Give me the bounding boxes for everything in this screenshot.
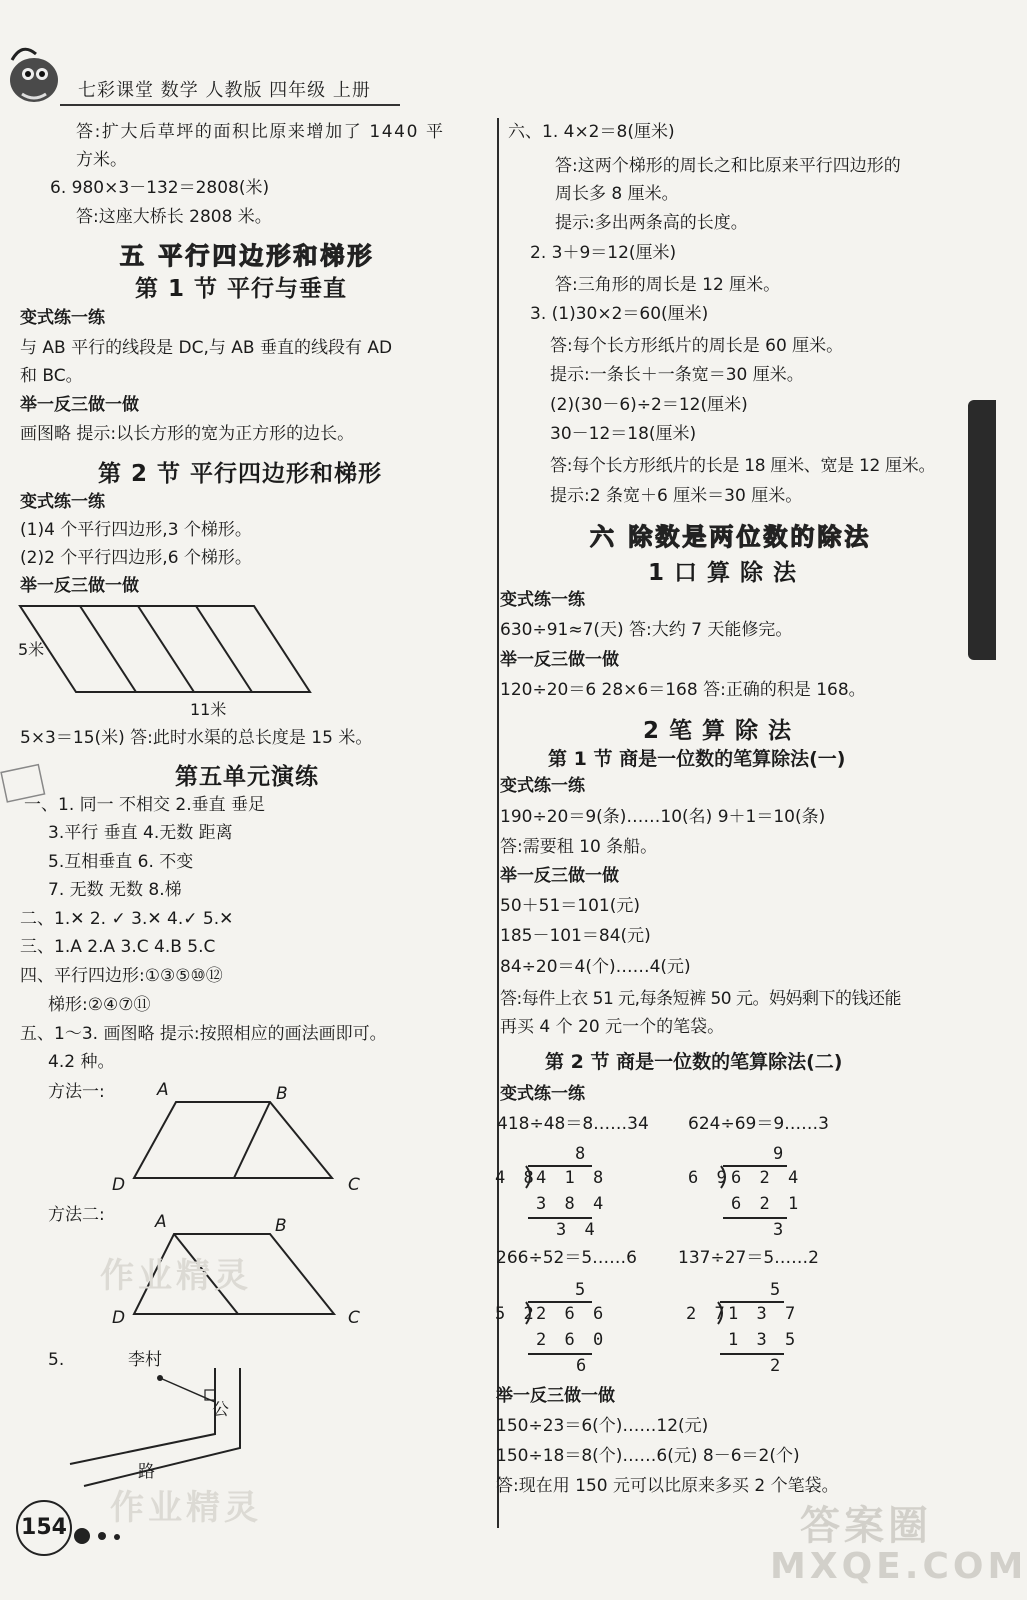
division-rule — [720, 1353, 784, 1355]
figure-label: 11米 — [190, 700, 227, 719]
answer-line: 185－101＝84(元) — [500, 926, 651, 946]
answer-line: 画图略 提示:以长方形的宽为正方形的边长。 — [20, 424, 355, 444]
answer-line: 周长多 8 厘米。 — [555, 184, 679, 204]
header-title: 七彩课堂 数学 人教版 四年级 上册 — [78, 80, 371, 101]
page-dot — [74, 1528, 90, 1544]
vertex-label: C — [348, 1175, 360, 1195]
division-dividend: 2 6 6 — [536, 1304, 608, 1324]
answer-line: (2)2 个平行四边形,6 个梯形。 — [20, 548, 252, 568]
division-remainder: 3 4 — [556, 1220, 599, 1240]
figure-label: 公 — [212, 1400, 229, 1420]
header-rule — [60, 104, 400, 106]
division-bracket — [524, 1300, 534, 1330]
subheading: 举一反三做一做 — [20, 395, 139, 415]
answer-line: 五、1～3. 画图略 提示:按照相应的画法画即可。 — [20, 1024, 387, 1044]
answer-line: 624÷69＝9……3 — [688, 1114, 829, 1134]
answer-line: 418÷48＝8……34 — [497, 1114, 649, 1134]
mascot-logo — [2, 40, 64, 110]
answer-line: (2)(30－6)÷2＝12(厘米) — [550, 395, 748, 415]
answer-line: 答:每个长方形纸片的周长是 60 厘米。 — [550, 336, 844, 356]
division-bar — [723, 1165, 787, 1167]
section-title: 2 笔 算 除 法 — [643, 718, 793, 744]
division-product: 1 3 5 — [728, 1330, 800, 1350]
section-title: 第 2 节 平行四边形和梯形 — [98, 461, 383, 487]
division-dividend: 4 1 8 — [536, 1168, 608, 1188]
division-remainder: 2 — [770, 1356, 785, 1376]
watermark: 答案圈 — [800, 1503, 932, 1549]
answer-line: 提示:2 条宽＋6 厘米＝30 厘米。 — [550, 486, 803, 506]
answer-line: 150÷18＝8(个)……6(元) 8－6＝2(个) — [496, 1446, 800, 1466]
division-product: 2 6 0 — [536, 1330, 608, 1350]
answer-line: 二、1.✕ 2. ✓ 3.✕ 4.✓ 5.✕ — [20, 909, 234, 929]
division-bracket — [719, 1164, 729, 1194]
subheading: 举一反三做一做 — [500, 866, 619, 886]
trapezoid-figure-1 — [130, 1096, 350, 1186]
subheading: 变式练一练 — [20, 492, 105, 512]
road-figure — [60, 1368, 260, 1494]
figure-label: 路 — [138, 1462, 155, 1482]
subheading: 举一反三做一做 — [496, 1386, 615, 1406]
answer-line: 4.2 种。 — [48, 1052, 115, 1072]
answer-line: 30－12＝18(厘米) — [550, 424, 697, 444]
subheading: 变式练一练 — [20, 308, 105, 328]
vertex-label: A — [155, 1212, 167, 1232]
answer-line: 答:这两个梯形的周长之和比原来平行四边形的 — [555, 156, 901, 176]
vertex-label: A — [157, 1080, 169, 1100]
answer-line: 一、1. 同一 不相交 2.垂直 垂足 — [24, 795, 266, 815]
vertex-label: B — [276, 1084, 288, 1104]
answer-line: 3.平行 垂直 4.无数 距离 — [48, 823, 233, 843]
division-bar — [720, 1301, 784, 1303]
division-quotient: 5 — [770, 1280, 785, 1300]
section-title: 1 口 算 除 法 — [648, 560, 798, 586]
subheading: 变式练一练 — [500, 776, 585, 796]
division-dividend: 1 3 7 — [728, 1304, 800, 1324]
answer-line: 6. 980×3－132＝2808(米) — [50, 178, 270, 198]
page-dot — [114, 1534, 120, 1540]
division-bar — [528, 1165, 592, 1167]
answer-line: 5×3＝15(米) 答:此时水渠的总长度是 15 米。 — [20, 728, 373, 748]
watermark: 作业精灵 — [110, 1488, 262, 1528]
answer-line: 190÷20＝9(条)……10(名) 9＋1＝10(条) — [500, 807, 826, 827]
answer-line: (1)4 个平行四边形,3 个梯形。 — [20, 520, 252, 540]
answer-line: 84÷20＝4(个)……4(元) — [500, 957, 691, 977]
section-title: 第 1 节 商是一位数的笔算除法(一) — [548, 748, 846, 770]
division-bracket — [524, 1164, 534, 1194]
page-number: 154 — [16, 1500, 72, 1556]
division-quotient: 8 — [575, 1144, 590, 1164]
subheading: 举一反三做一做 — [500, 650, 619, 670]
answer-line: 方法一: — [48, 1082, 105, 1102]
page-edge-shadow — [968, 400, 996, 660]
answer-line: 7. 无数 无数 8.梯 — [48, 880, 182, 900]
section-title: 第 2 节 商是一位数的笔算除法(二) — [545, 1051, 843, 1073]
division-bracket — [716, 1300, 726, 1330]
division-divisor: 6 9 — [688, 1168, 731, 1188]
answer-line: 5. — [48, 1350, 65, 1370]
answer-line: 137÷27＝5……2 — [678, 1248, 819, 1268]
chapter-title: 五 平行四边形和梯形 — [120, 242, 375, 270]
answer-line: 和 BC。 — [20, 366, 83, 386]
division-divisor: 4 8 — [495, 1168, 538, 1188]
watermark: 作业精灵 — [100, 1256, 252, 1296]
division-rule — [528, 1217, 592, 1219]
division-remainder: 6 — [576, 1356, 591, 1376]
answer-line: 630÷91≈7(天) 答:大约 7 天能修完。 — [500, 620, 793, 640]
answer-line: 三、1.A 2.A 3.C 4.B 5.C — [20, 937, 216, 957]
answer-line: 3. (1)30×2＝60(厘米) — [530, 304, 709, 324]
vertex-label: D — [112, 1175, 126, 1195]
answer-line: 方法二: — [48, 1205, 105, 1225]
answer-line: 提示:多出两条高的长度。 — [555, 213, 748, 233]
answer-line: 再买 4 个 20 元一个的笔袋。 — [500, 1017, 725, 1037]
answer-line: 四、平行四边形:①③⑤⑩⑫ — [20, 966, 223, 986]
division-quotient: 5 — [575, 1280, 590, 1300]
answer-line: 与 AB 平行的线段是 DC,与 AB 垂直的线段有 AD — [20, 338, 393, 358]
section-title: 第五单元演练 — [175, 764, 319, 790]
page-dot — [98, 1532, 106, 1540]
watermark: MXQE.COM — [770, 1546, 1027, 1587]
vertex-label: D — [112, 1308, 126, 1328]
division-product: 3 8 4 — [536, 1194, 608, 1214]
division-quotient: 9 — [773, 1144, 788, 1164]
figure-label: 李村 — [128, 1350, 162, 1370]
subheading: 举一反三做一做 — [20, 576, 139, 596]
division-product: 6 2 1 — [731, 1194, 803, 1214]
answer-line: 50＋51＝101(元) — [500, 896, 640, 916]
division-bar — [528, 1301, 592, 1303]
answer-line: 答:每个长方形纸片的长是 18 厘米、宽是 12 厘米。 — [550, 456, 936, 476]
answer-line: 2. 3＋9＝12(厘米) — [530, 243, 677, 263]
division-divisor: 5 2 — [495, 1304, 538, 1324]
answer-line: 答:现在用 150 元可以比原来多买 2 个笔袋。 — [496, 1476, 839, 1496]
answer-line: 答:这座大桥长 2808 米。 — [76, 207, 272, 227]
subheading: 变式练一练 — [500, 1084, 585, 1104]
answer-line: 答:需要租 10 条船。 — [500, 837, 658, 857]
answer-line: 答:扩大后草坪的面积比原来增加了 1440 平 — [76, 122, 445, 142]
answer-line: 266÷52＝5……6 — [496, 1248, 637, 1268]
canal-figure — [18, 600, 318, 696]
chapter-title: 六 除数是两位数的除法 — [590, 523, 872, 551]
subheading: 变式练一练 — [500, 590, 585, 610]
answer-line: 5.互相垂直 6. 不变 — [48, 852, 194, 872]
answer-line: 六、1. 4×2＝8(厘米) — [508, 122, 675, 142]
answer-line: 方米。 — [76, 150, 127, 170]
section-title: 第 1 节 平行与垂直 — [135, 276, 348, 302]
answer-line: 提示:一条长＋一条宽＝30 厘米。 — [550, 365, 804, 385]
answer-line: 答:每件上衣 51 元,每条短裤 50 元。妈妈剩下的钱还能 — [500, 989, 902, 1009]
division-rule — [723, 1217, 787, 1219]
division-dividend: 6 2 4 — [731, 1168, 803, 1188]
division-remainder: 3 — [773, 1220, 788, 1240]
answer-line: 150÷23＝6(个)……12(元) — [496, 1416, 709, 1436]
vertex-label: B — [275, 1216, 287, 1236]
answer-line: 120÷20＝6 28×6＝168 答:正确的积是 168。 — [500, 680, 866, 700]
vertex-label: C — [348, 1308, 360, 1328]
division-rule — [528, 1353, 592, 1355]
figure-label: 5米 — [18, 640, 45, 659]
answer-line: 梯形:②④⑦⑪ — [48, 995, 151, 1015]
division-divisor: 2 7 — [686, 1304, 729, 1324]
answer-line: 答:三角形的周长是 12 厘米。 — [555, 275, 781, 295]
